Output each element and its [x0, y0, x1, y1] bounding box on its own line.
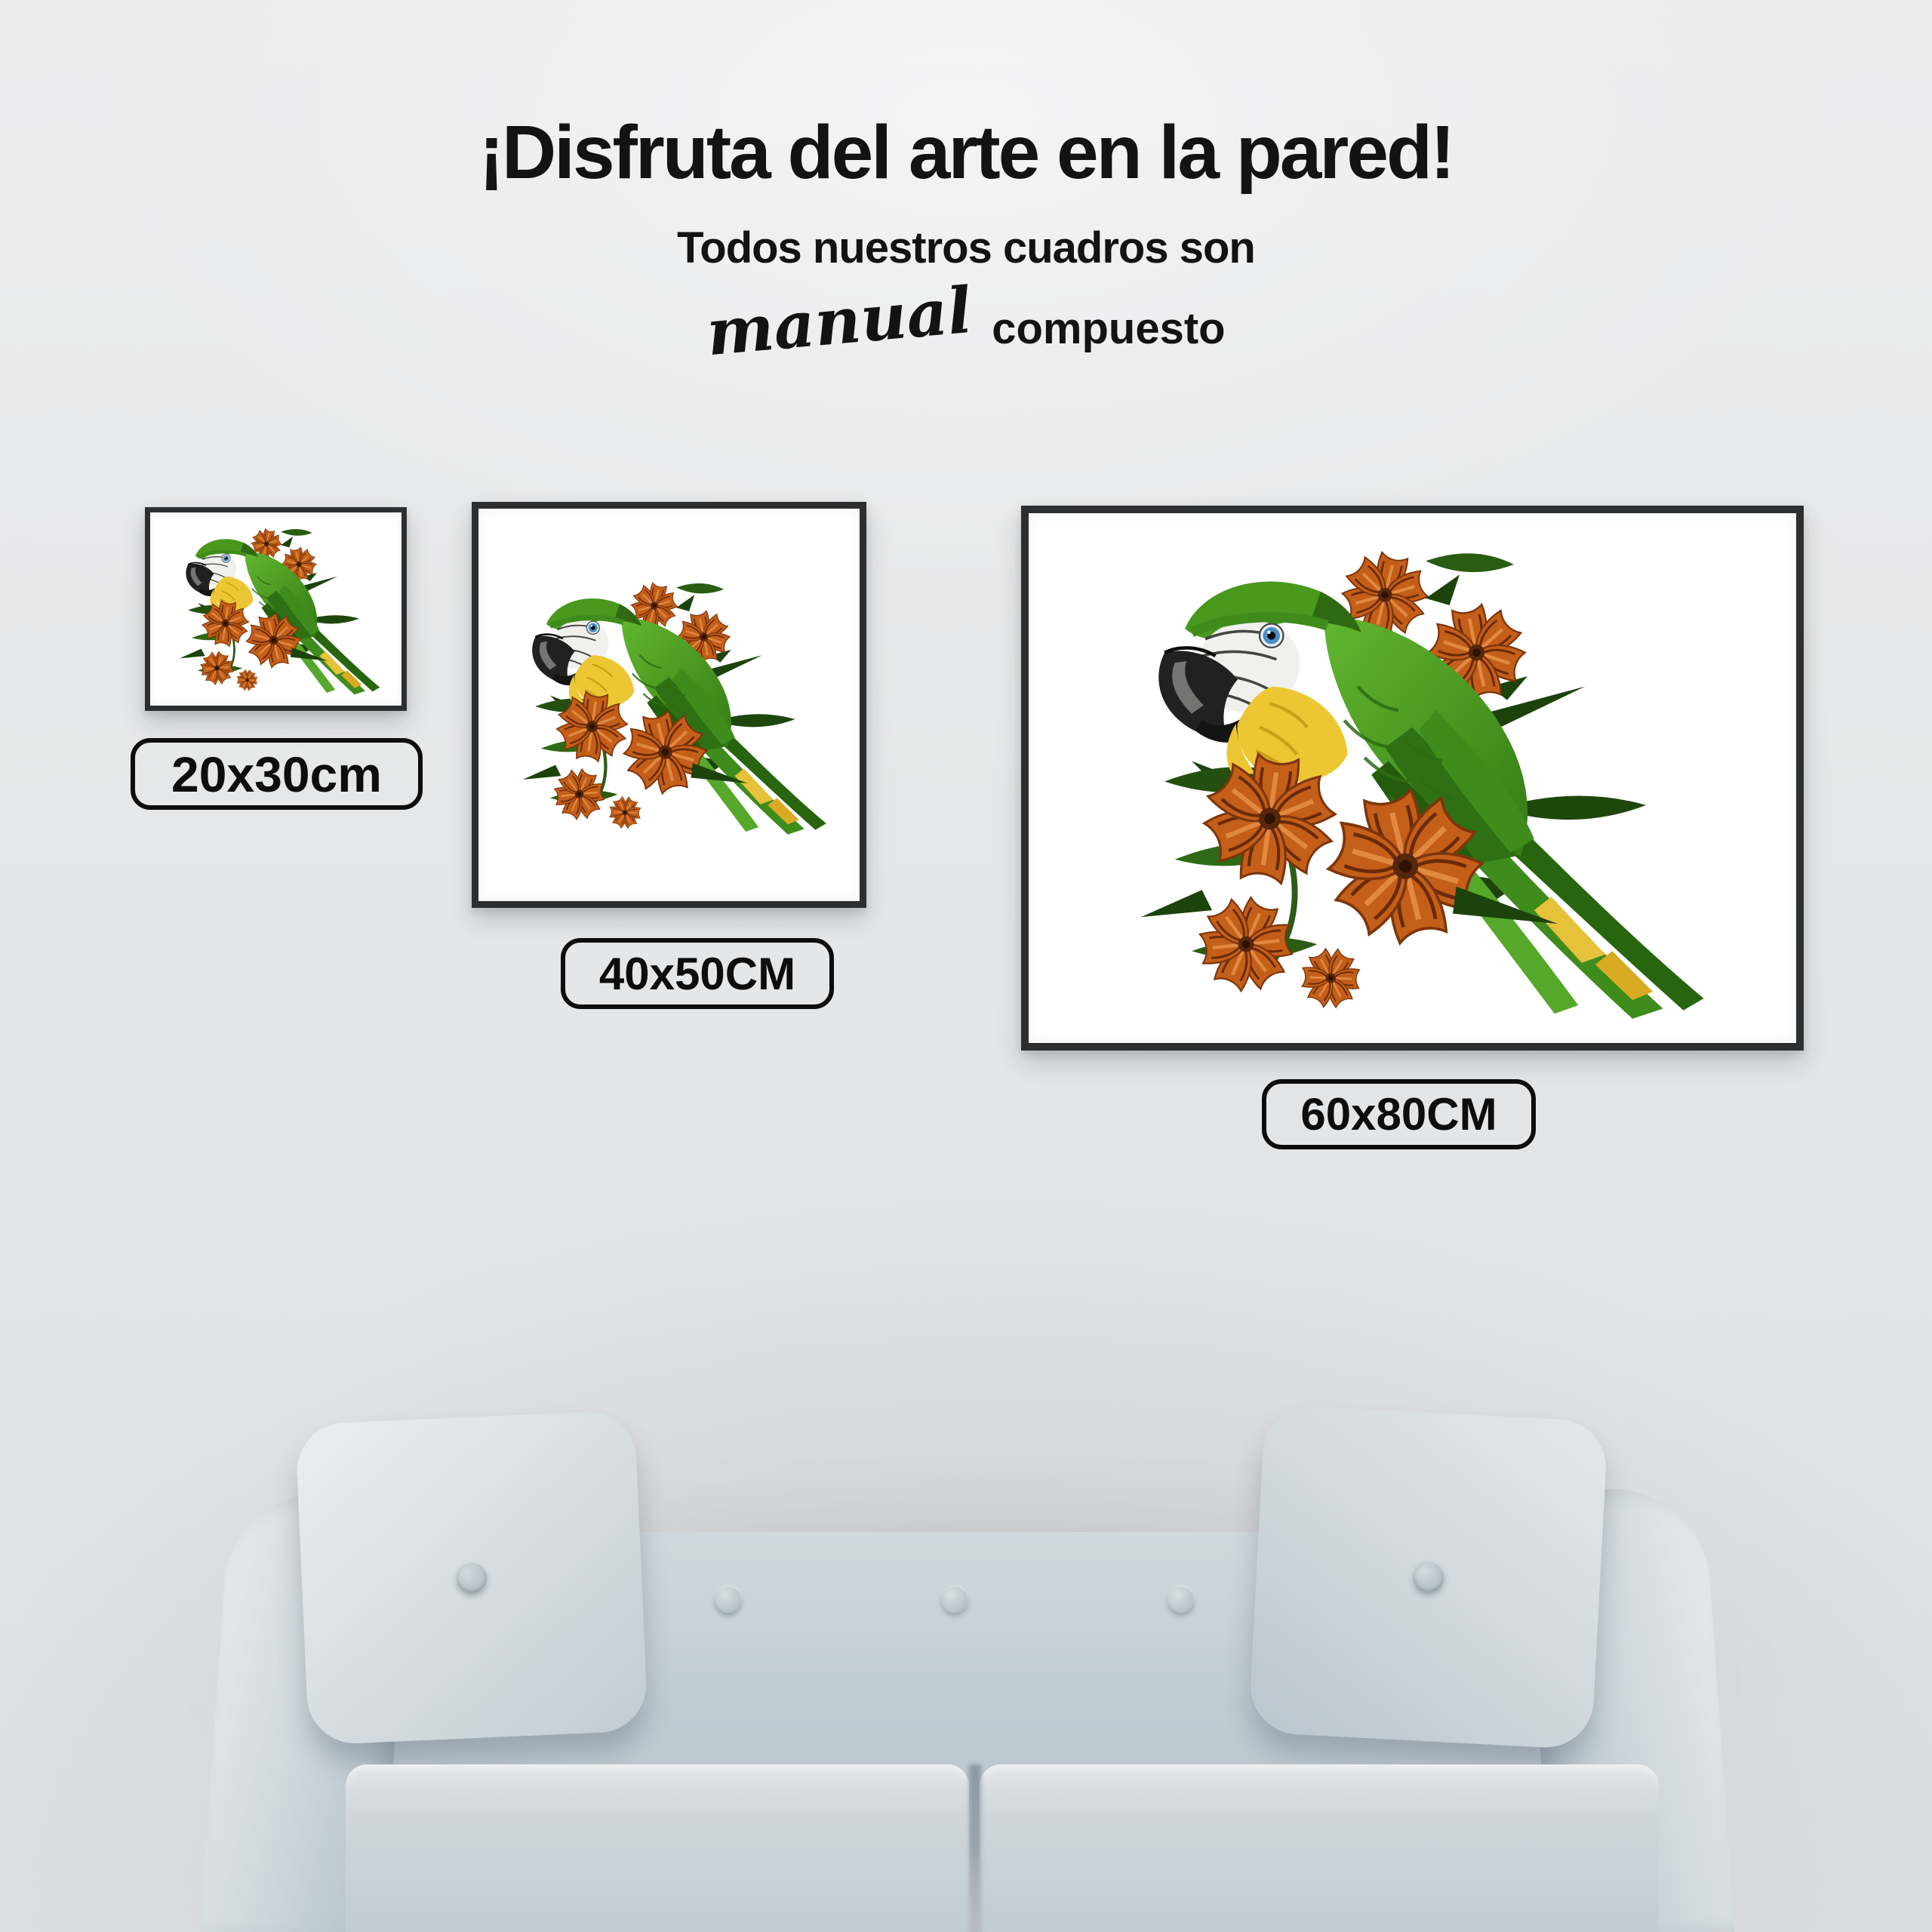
pillow-button	[1412, 1561, 1444, 1592]
header	[0, 110, 1932, 371]
parrot-artwork-small	[155, 516, 397, 702]
tagline	[0, 272, 1932, 371]
parrot-artwork-large	[1044, 524, 1780, 1032]
size-badge-20x30: 20x30cm	[131, 738, 423, 810]
backrest-tuft-button	[1168, 1587, 1194, 1613]
parrot-artwork-medium	[486, 516, 852, 893]
sofa-seat-cushion-left	[346, 1764, 969, 1932]
pillow-button	[456, 1562, 488, 1594]
frame-40x50	[472, 502, 866, 908]
frame-20x30	[145, 507, 407, 711]
sofa-pillow-left	[295, 1410, 648, 1745]
size-badge-60x80: 60x80CM	[1262, 1079, 1536, 1149]
sofa-seat-cushion-right	[980, 1764, 1659, 1932]
frame-60x80	[1021, 506, 1804, 1051]
size-badge-40x50: 40x50CM	[561, 938, 834, 1009]
backrest-tuft-button	[715, 1587, 741, 1613]
seat-cushion-gap	[969, 1764, 981, 1932]
sofa-pillow-right	[1248, 1404, 1608, 1749]
tagline-script-word: manual	[703, 272, 975, 371]
page-title: ¡Disfruta del arte en la pared!	[478, 110, 1454, 195]
tagline-suffix: compuesto	[992, 304, 1226, 353]
backrest-tuft-button	[942, 1587, 968, 1613]
subtitle: Todos nuestros cuadros son	[677, 223, 1255, 272]
